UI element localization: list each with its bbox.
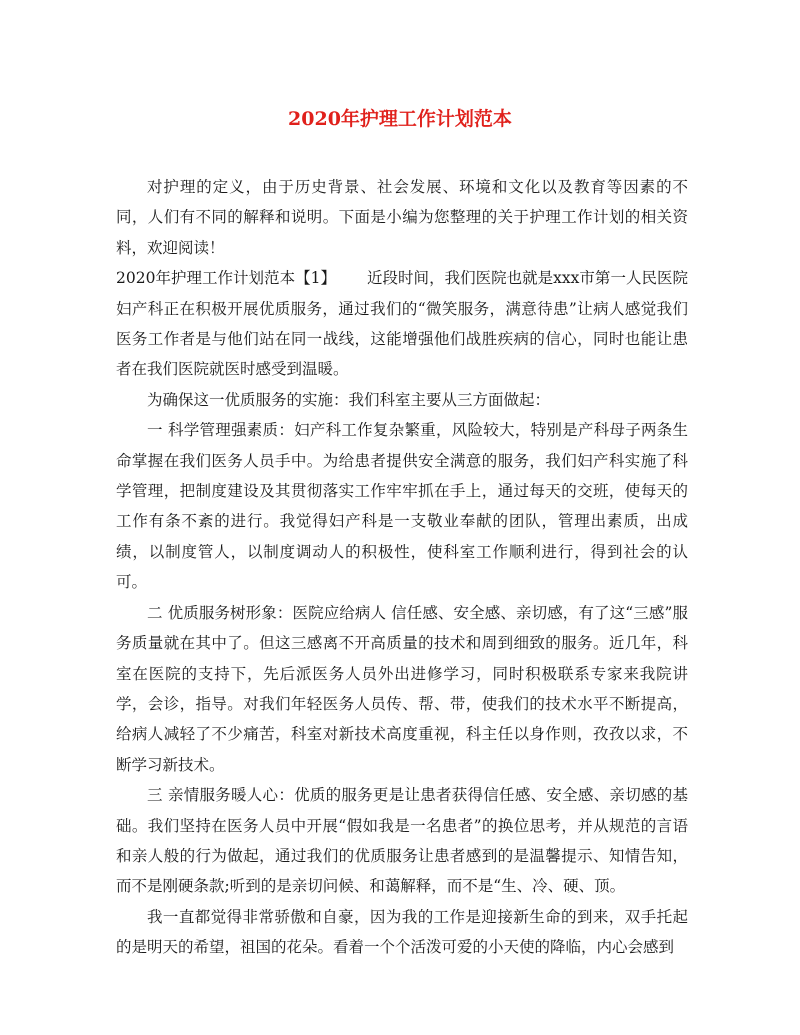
section-heading: 2020年护理工作计划范本【1】	[116, 269, 336, 288]
paragraph-3: 一 科学管理强素质：妇产科工作复杂繁重，风险较大，特别是产科母子两条生命掌握在我们医务人员手中。为给患者提供安全满意的服务，我们妇产科实施了科学管理，把制度建设及其贯彻落实工作牢牢抓在手上，通过每天的交班，使每天的工作有条不紊的进行。我觉得妇产科是一支敬业奉献的团队，管理出素质，出成绩，以制度管人，以制度调动人的积极性，使科室工作顺利进行，得到社会的认可。	[116, 421, 688, 592]
paragraph-4: 二 优质服务树形象：医院应给病人 信任感、安全感、亲切感，有了这“三感”服务质量就在其中了。但这三感离不开高质量的技术和周到细致的服务。近几年，科室在医院的支持下，先后派医务人员外出进修学习，同时积极联系专家来我院讲学，会诊，指导。对我们年轻医务人员传、帮、带，使我们的技术水平不断提高，给病人减轻了不少痛苦，科室对新技术高度重视，科主任以身作则，孜孜以求，不断学习新技术。	[116, 603, 688, 774]
document-body	[116, 172, 688, 963]
intro-paragraph: 对护理的定义，由于历史背景、社会发展、环境和文化以及教育等因素的不同，人们有不同的解释和说明。下面是小编为您整理的关于护理工作计划的相关资料，欢迎阅读！	[116, 178, 688, 257]
paragraph-2: 为确保这一优质服务的实施：我们科室主要从三方面做起：	[147, 390, 551, 409]
paragraph-5: 三 亲情服务暖人心：优质的服务更是让患者获得信任感、安全感、亲切感的基础。我们坚持在医务人员中开展“假如我是一名患者”的换位思考，并从规范的言语和亲人般的行为做起，通过我们的优质服务让患者感到的是温馨提示、知情告知，而不是刚硬条款;听到的是亲切问候、和蔼解释，而不是“生、冷、硬、顶。	[116, 786, 688, 896]
section-paragraph-1-text: 近段时间，我们医院也就是xxx市第一人民医院妇产科正在积极开展优质服务，通过我们的“微笑服务，满意待患”让病人感觉我们医务工作者是与他们站在同一战线，这能增强他们战胜疾病的信心，同时也能让患者在我们医院就医时感受到温暖。	[116, 269, 689, 379]
document-title: 2020年护理工作计划范本	[288, 108, 512, 130]
section-paragraph-1	[116, 263, 688, 385]
paragraph-6: 我一直都觉得非常骄傲和自豪，因为我的工作是迎接新生命的到来，双手托起的是明天的希望，祖国的花朵。看着一个个活泼可爱的小天使的降临，内心会感到	[116, 907, 688, 957]
